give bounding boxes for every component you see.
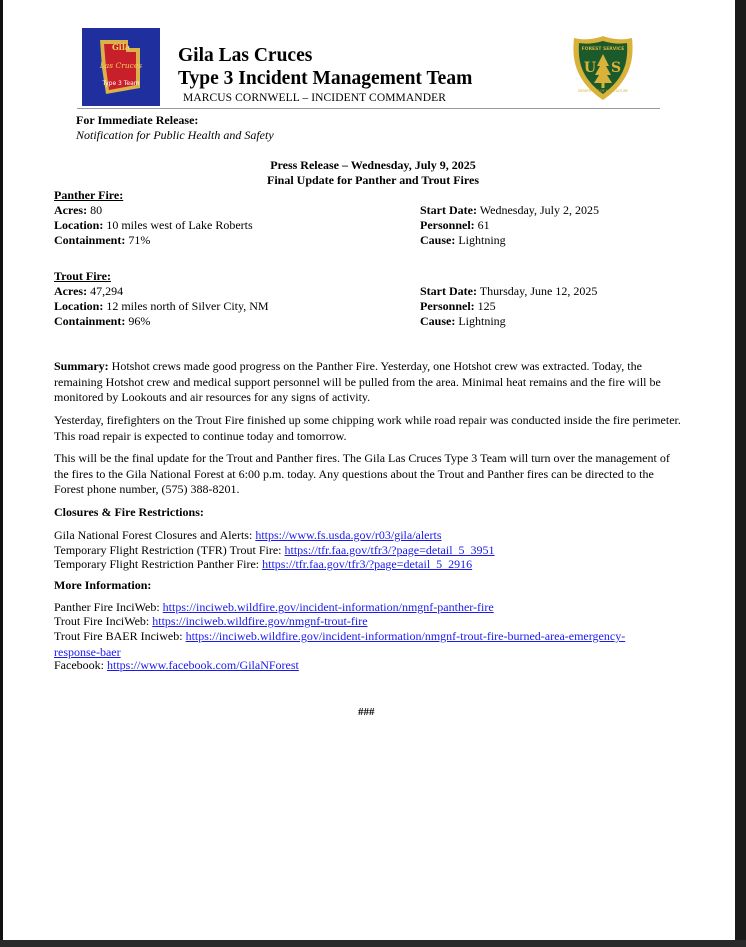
svg-text:FOREST SERVICE: FOREST SERVICE <box>581 47 625 52</box>
panther-location: Location: 10 miles west of Lake Roberts <box>54 218 253 232</box>
more-info-item: Trout Fire BAER Inciweb: https://inciweb.wildfire.gov/incident-information/nmgnf-trout-fire-burned-area-emergency-response-baer <box>54 629 626 659</box>
right-page-edge <box>735 0 746 947</box>
trout-fire-heading: Trout Fire: <box>54 269 111 283</box>
trout-start-date: Start Date: Thursday, June 12, 2025 <box>420 284 598 298</box>
final-update-paragraph: This will be the final update for the Trout and Panther fires. The Gila Las Cruces Type 3 Team will turn over the management of the fires to the Gila National Forest at 6:00 p.m. today. Any questions about the Trout and Panther fires can be directed to the Forest phone number, (575) 388-8201. <box>54 451 670 496</box>
more-info-heading: More Information: <box>54 578 152 592</box>
panther-inciweb-link[interactable]: https://inciweb.wildfire.gov/incident-information/nmgnf-panther-fire <box>162 600 494 614</box>
left-page-edge <box>0 0 3 947</box>
summary-paragraph: Summary: Hotshot crews made good progress on the Panther Fire. Yesterday, one Hotshot crew was extracted. Today, the remaining Hotshot crew and medical support personnel will be pulled from the area. Minimal heat remains and the fire will be monitored by Lookouts and air resources for any signs of activity. <box>54 359 661 404</box>
svg-text:U: U <box>583 60 597 76</box>
more-info-item: Panther Fire InciWeb: https://inciweb.wildfire.gov/incident-information/nmgnf-panther-fire <box>54 600 494 614</box>
team-type-title: Type 3 Incident Management Team <box>178 68 473 89</box>
press-release-title: Final Update for Panther and Trout Fires <box>266 173 479 187</box>
panther-start-date: Start Date: Wednesday, July 2, 2025 <box>420 203 600 217</box>
trout-personnel: Personnel: 125 <box>420 299 496 313</box>
closures-alerts-link[interactable]: https://www.fs.usda.gov/r03/gila/alerts <box>255 528 442 542</box>
panther-fire-heading: Panther Fire: <box>54 188 124 202</box>
trout-containment: Containment: 96% <box>54 314 151 328</box>
facebook-link[interactable]: https://www.facebook.com/GilaNForest <box>107 658 299 672</box>
team-name: Gila Las Cruces <box>178 45 313 66</box>
trout-acres: Acres: 47,294 <box>54 284 124 298</box>
panther-containment: Containment: 71% <box>54 233 151 247</box>
closures-item: Temporary Flight Restriction (TFR) Trout Fire: https://tfr.faa.gov/tfr3/?page=detail_5_3951 <box>54 543 495 557</box>
closures-item: Temporary Flight Restriction Panther Fire: https://tfr.faa.gov/tfr3/?page=detail_5_2916 <box>54 557 473 571</box>
svg-text:Type 3 Team: Type 3 Team <box>102 80 140 87</box>
closures-item: Gila National Forest Closures and Alerts: https://www.fs.usda.gov/r03/gila/alerts <box>54 528 442 542</box>
release-subtitle: Notification for Public Health and Safety <box>76 128 274 142</box>
bottom-page-edge <box>0 940 746 947</box>
release-label: For Immediate Release: <box>76 113 199 127</box>
trout-tfr-link[interactable]: https://tfr.faa.gov/tfr3/?page=detail_5_3951 <box>284 543 495 557</box>
panther-acres: Acres: 80 <box>54 203 103 217</box>
svg-text:Gila: Gila <box>111 42 131 52</box>
closures-heading: Closures & Fire Restrictions: <box>54 505 204 519</box>
more-info-item: Trout Fire InciWeb: https://inciweb.wildfire.gov/nmgnf-trout-fire <box>54 614 368 628</box>
trout-location: Location: 12 miles north of Silver City, NM <box>54 299 269 313</box>
end-mark: ### <box>358 706 375 718</box>
svg-text:DEPARTMENT OF AGRICULTURE: DEPARTMENT OF AGRICULTURE <box>578 89 628 93</box>
incident-commander: MARCUS CORNWELL – INCIDENT COMMANDER <box>183 92 446 104</box>
svg-text:S: S <box>610 60 622 76</box>
svg-text:Las Cruces: Las Cruces <box>99 61 143 70</box>
header-divider <box>77 108 660 109</box>
team-logo <box>82 28 160 106</box>
press-release-date: Press Release – Wednesday, July 9, 2025 <box>270 158 476 172</box>
panther-tfr-link[interactable]: https://tfr.faa.gov/tfr3/?page=detail_5_2916 <box>262 557 473 571</box>
panther-personnel: Personnel: 61 <box>420 218 490 232</box>
panther-cause: Cause: Lightning <box>420 233 506 247</box>
more-info-item: Facebook: https://www.facebook.com/GilaNForest <box>54 658 299 672</box>
trout-baer-link[interactable]: https://inciweb.wildfire.gov/incident-information/nmgnf-trout-fire-burned-area-emergency-response-baer <box>54 629 626 659</box>
trout-update-paragraph: Yesterday, firefighters on the Trout Fire finished up some chipping work while road repair was conducted inside the fire perimeter. This road repair is expected to continue today and tomorrow. <box>54 413 681 443</box>
forest-service-shield-icon <box>572 34 634 102</box>
trout-cause: Cause: Lightning <box>420 314 506 328</box>
trout-inciweb-link[interactable]: https://inciweb.wildfire.gov/nmgnf-trout-fire <box>152 614 368 628</box>
